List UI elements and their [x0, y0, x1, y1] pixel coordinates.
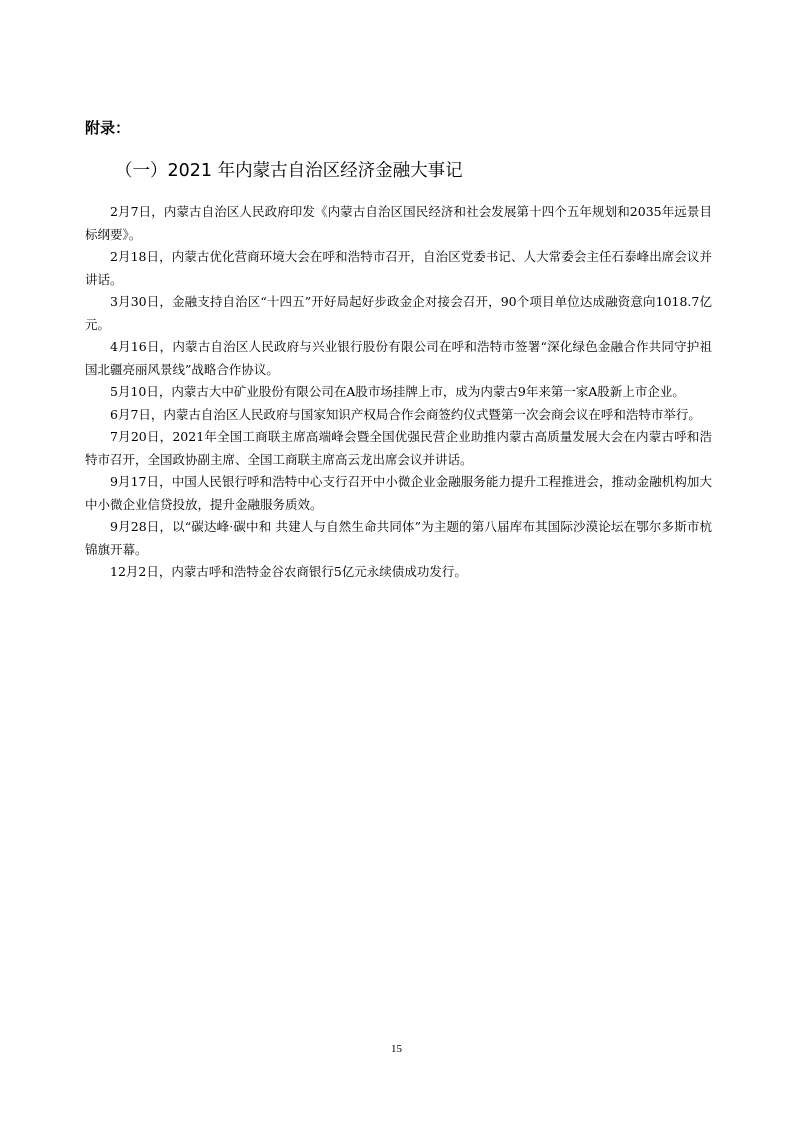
- appendix-label: 附录：: [85, 119, 131, 137]
- event-item: 3月30日，金融支持自治区“十四五”开好局起好步政金企对接会召开，90个项目单位达成融资意向1018.7亿元。: [85, 294, 712, 332]
- events-list: [85, 201, 712, 584]
- event-item: 12月2日，内蒙古呼和浩特金谷农商银行5亿元永续债成功发行。: [110, 564, 467, 579]
- event-item: 2月7日，内蒙古自治区人民政府印发《内蒙古自治区国民经济和社会发展第十四个五年规划和2035年远景目标纲要》。: [85, 204, 712, 242]
- event-item: 5月10日，内蒙古大中矿业股份有限公司在A股市场挂牌上市，成为内蒙古9年来第一家A股新上市企业。: [110, 384, 685, 399]
- event-item: 9月28日，以“碳达峰·碳中和 共建人与自然生命共同体”为主题的第八届库布其国际沙漠论坛在鄂尔多斯市杭锦旗开幕。: [85, 519, 712, 557]
- event-item: 9月17日，中国人民银行呼和浩特中心支行召开中小微企业金融服务能力提升工程推进会，推动金融机构加大中小微企业信贷投放，提升金融服务质效。: [85, 474, 712, 512]
- event-item: 2月18日，内蒙古优化营商环境大会在呼和浩特市召开，自治区党委书记、人大常委会主任石泰峰出席会议并讲话。: [85, 249, 712, 287]
- section-title: （一）2021 年内蒙古自治区经济金融大事记: [115, 161, 463, 181]
- page-number: 15: [391, 1043, 402, 1055]
- event-item: 7月20日，2021年全国工商联主席高端峰会暨全国优强民营企业助推内蒙古高质量发展大会在内蒙古呼和浩特市召开，全国政协副主席、全国工商联主席高云龙出席会议并讲话。: [85, 429, 712, 467]
- event-item: 6月7日，内蒙古自治区人民政府与国家知识产权局合作会商签约仪式暨第一次会商会议在呼和浩特市举行。: [110, 406, 701, 422]
- event-item: 4月16日，内蒙古自治区人民政府与兴业银行股份有限公司在呼和浩特市签署“深化绿色金融合作共同守护祖国北疆亮丽风景线”战略合作协议。: [85, 339, 712, 377]
